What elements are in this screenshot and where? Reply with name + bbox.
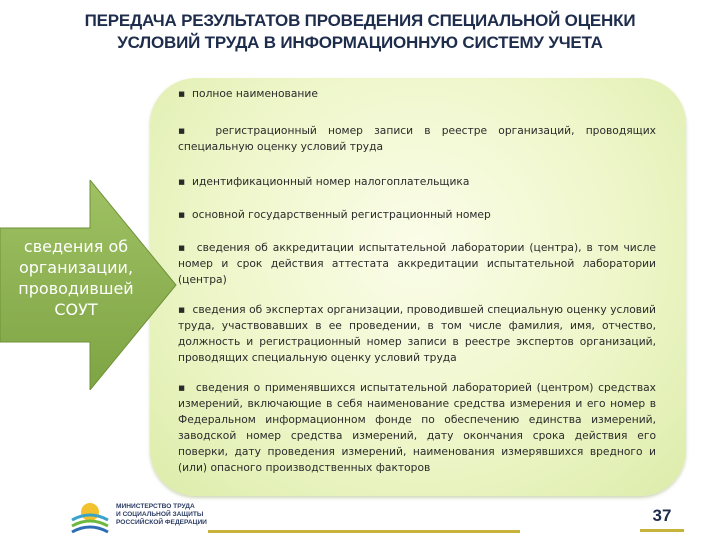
- list-item-text: идентификационный номер налогоплательщика: [192, 175, 470, 188]
- bullet-icon: ▪: [178, 87, 186, 100]
- bullet-icon: ▪: [178, 175, 186, 188]
- ministry-logo-icon: [68, 496, 112, 536]
- list-item: [178, 123, 656, 155]
- list-item-text: сведения об аккредитации испытательной лаборатории (центра), в том числе номер и срок действия аттестата аккредитации испытательной лаборатории (центра): [178, 241, 657, 286]
- info-list: [178, 86, 656, 476]
- list-item-text: сведения о применявшихся испытательной лабораторией (центром) средствах измерений, включающие в себя наименование средства измерения и его номер в Федеральном информационном фонде по обеспечению единства измерений, заводской номер средства измерений, дату окончания срока действия его поверки, дату проведения измерений, наименования измерявшихся вредного и (или) опасного производственных факторов: [178, 381, 657, 474]
- bullet-icon: ▪: [178, 208, 186, 221]
- bullet-icon: ▪: [178, 124, 194, 137]
- arrow-label: сведения об организации, проводившей СОУТ: [18, 237, 134, 319]
- slide-title-line-1: ПЕРЕДАЧА РЕЗУЛЬТАТОВ ПРОВЕДЕНИЯ СПЕЦИАЛЬНОЙ ОЦЕНКИ: [84, 11, 636, 30]
- list-item: [178, 86, 656, 102]
- footer-divider: [208, 530, 520, 533]
- bullet-icon: ▪: [178, 241, 187, 254]
- bullet-icon: ▪: [178, 381, 187, 394]
- list-item-text: сведения об экспертах организации, проводившей специальную оценку условий труда, участвовавших в ее проведении, в том числе фамилия, имя, отчество, должность и регистрационный номер записи в реестре экспертов организаций, проводящих специальную оценку условий труда: [178, 303, 656, 364]
- ministry-name: [116, 503, 226, 527]
- list-item: [178, 240, 656, 288]
- list-item: [178, 302, 656, 366]
- list-item: [178, 174, 656, 190]
- page-number: 37: [640, 503, 684, 532]
- ministry-name-line-2: И СОЦИАЛЬНОЙ ЗАЩИТЫ: [116, 511, 204, 518]
- ministry-name-line-3: РОССИЙСКОЙ ФЕДЕРАЦИИ: [116, 519, 207, 526]
- bullet-icon: ▪: [178, 303, 186, 316]
- list-item-text: полное наименование: [192, 87, 318, 100]
- slide-title: [20, 10, 700, 54]
- list-item-text: регистрационный номер записи в реестре организаций, проводящих специальную оценку условий труда: [178, 124, 656, 153]
- list-item: [178, 207, 656, 223]
- slide-title-line-2: УСЛОВИЙ ТРУДА В ИНФОРМАЦИОННУЮ СИСТЕМУ УЧЕТА: [117, 33, 603, 52]
- ministry-name-line-1: МИНИСТЕРСТВО ТРУДА: [116, 503, 195, 510]
- list-item: [178, 380, 656, 476]
- list-item-text: основной государственный регистрационный номер: [192, 208, 491, 221]
